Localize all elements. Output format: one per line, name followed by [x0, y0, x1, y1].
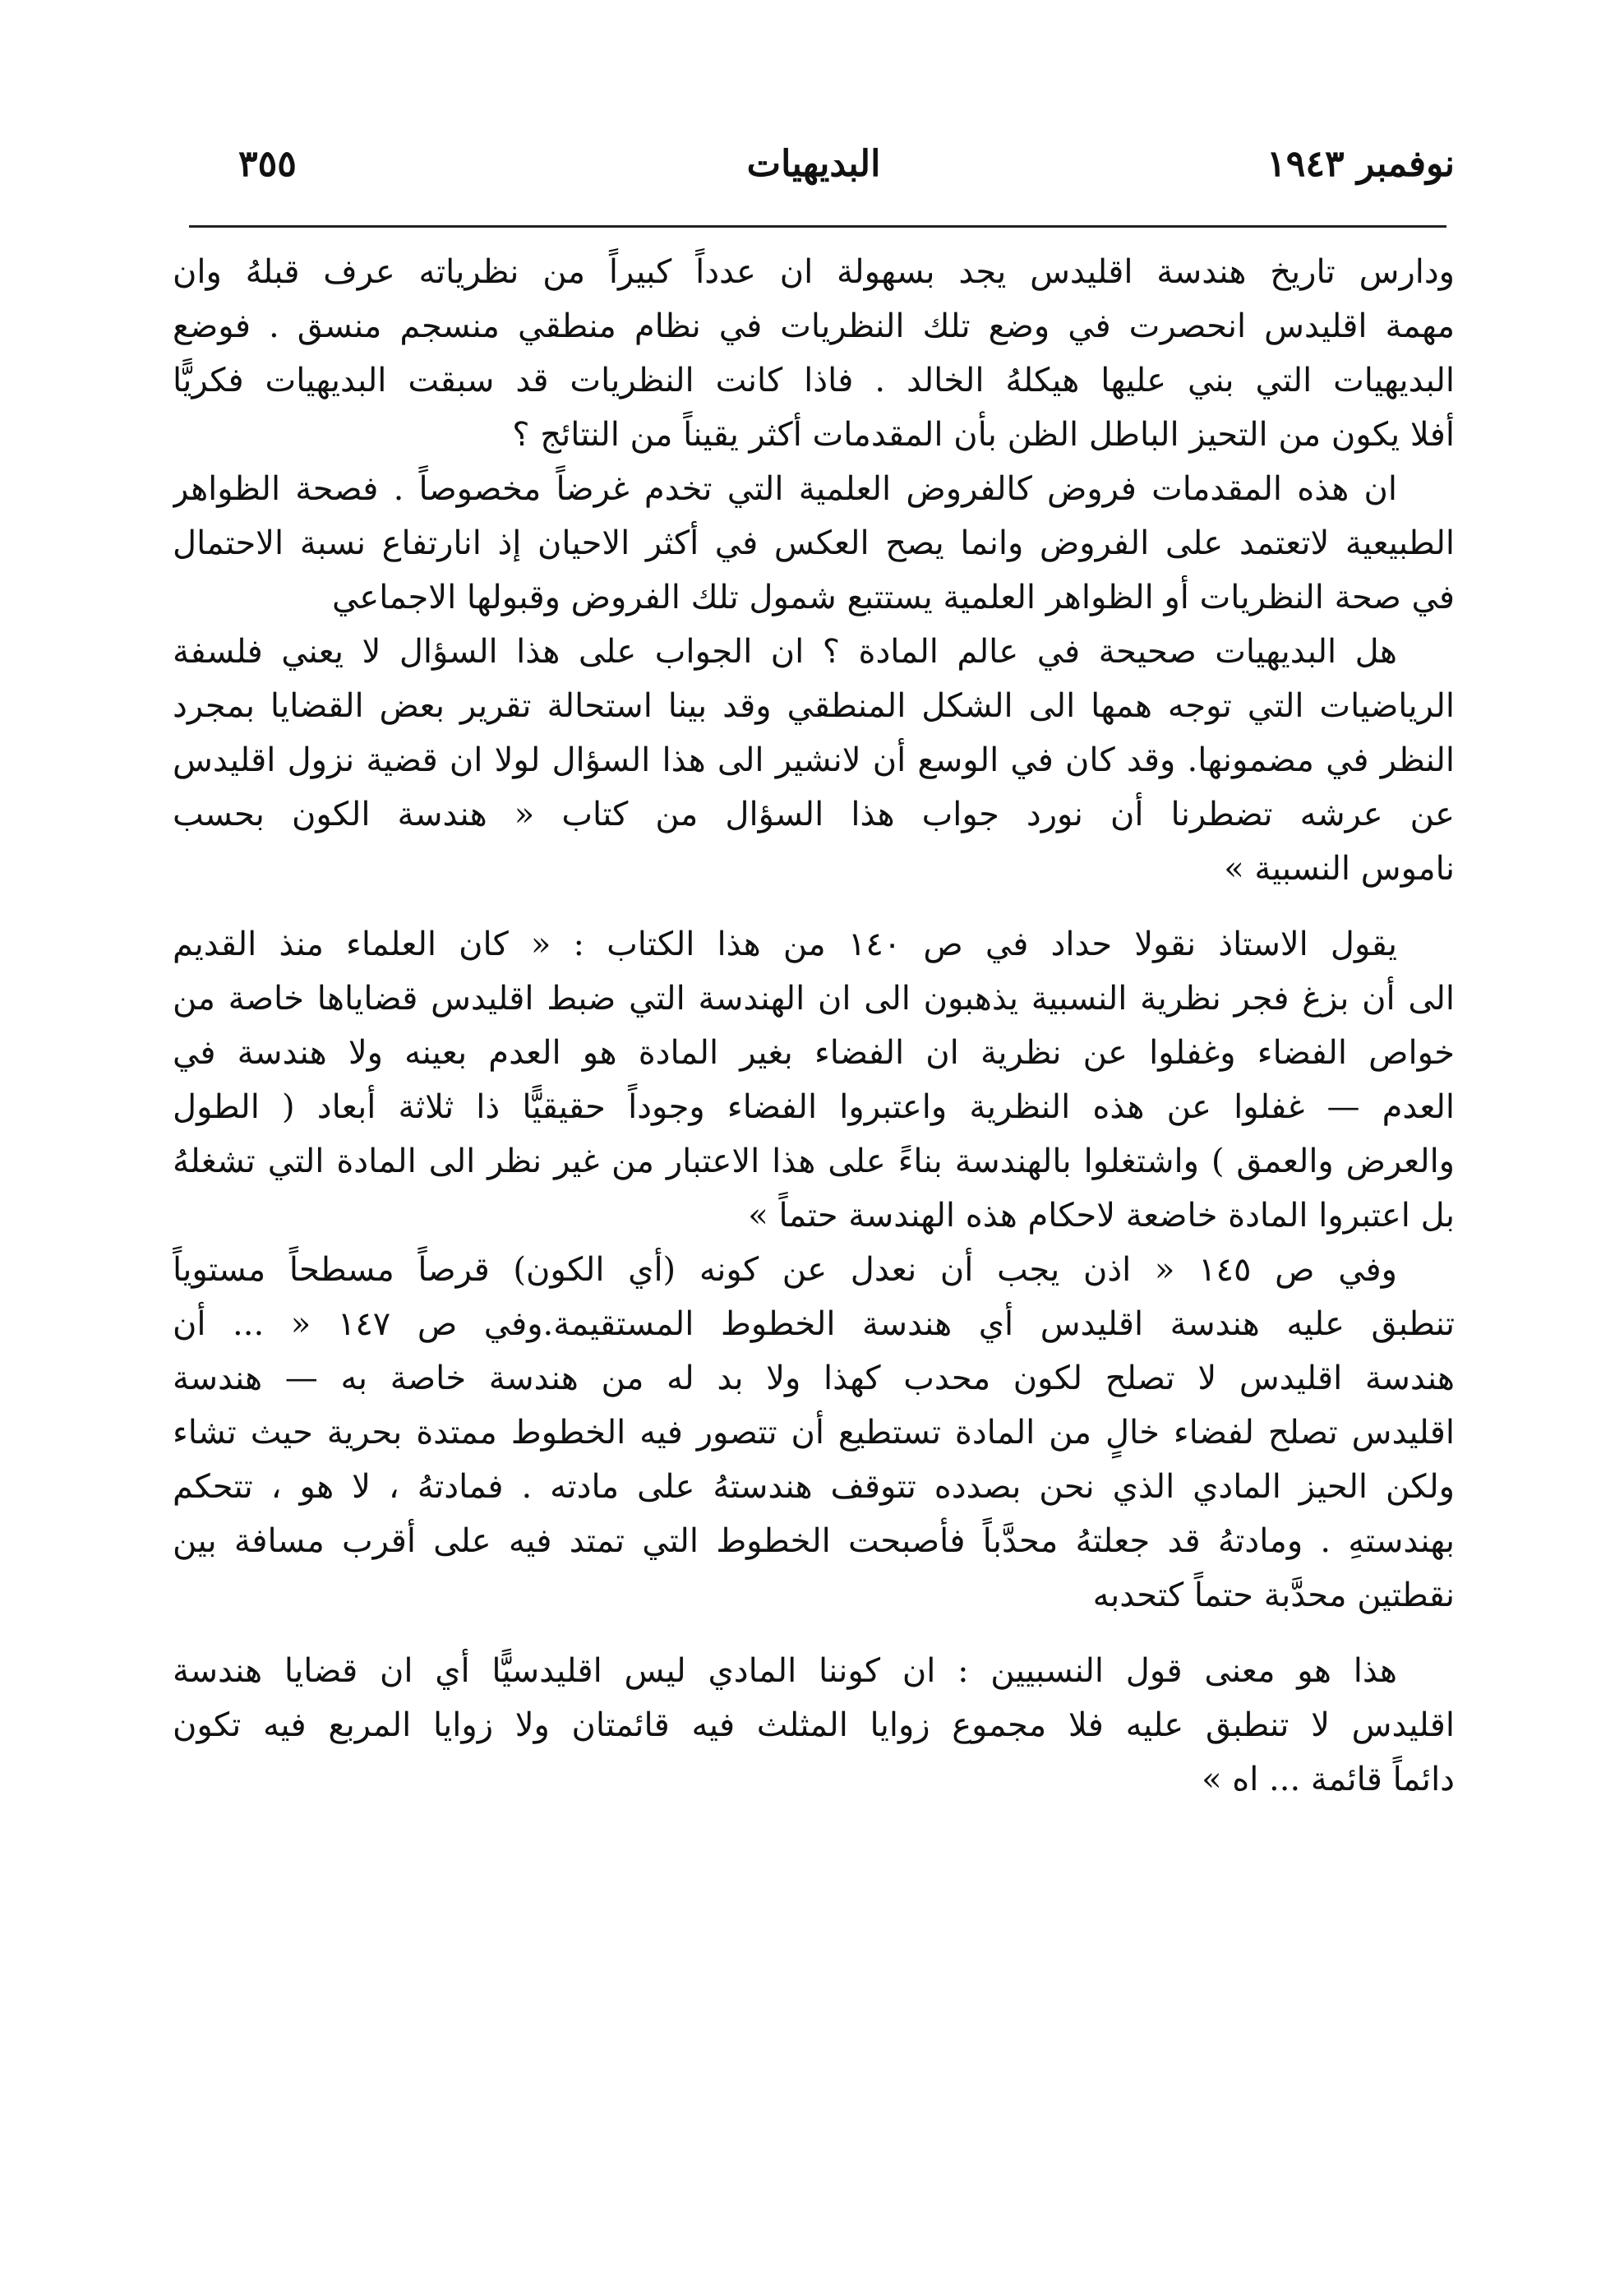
- text-line: خواص الفضاء وغفلوا عن نظرية ان الفضاء بغير المادة هو العدم بعينه ولا هندسة في: [173, 1034, 1455, 1072]
- text-line: وفي ص ١٤٥ « اذن يجب أن نعدل عن كونه (أي الكون) قرصاً مسطحاً مستوياً: [173, 1251, 1397, 1289]
- text-line: العدم — غفلوا عن هذه النظرية واعتبروا الفضاء وجوداً حقيقيًّا ذا ثلاثة أبعاد ( الطول: [173, 1088, 1455, 1126]
- text-line: اقليدس لا تنطبق عليه فلا مجموع زوايا المثلث فيه قائمتان ولا زوايا المربع فيه تكون: [173, 1706, 1455, 1744]
- text-line: دائماً قائمة ... اه »: [1202, 1761, 1455, 1798]
- paragraph: [173, 917, 1455, 1243]
- text-line: ودارس تاريخ هندسة اقليدس يجد بسهولة ان عدداً كبيراً من نظرياته عرف قبلهُ وان: [173, 253, 1455, 291]
- text-line: اقليدس تصلح لفضاء خالٍ من المادة تستطيع أن تتصور فيه الخطوط ممتدة بحرية حيث تشاء: [173, 1414, 1455, 1452]
- text-line: بهندستهِ . ومادتهُ قد جعلتهُ محدَّباً فأصبحت الخطوط التي تمتد فيه على أقرب مسافة بين: [173, 1522, 1455, 1560]
- text-line: في صحة النظريات أو الظواهر العلمية يستتبع شمول تلك الفروض وقبولها الاجماعي: [332, 579, 1455, 616]
- text-line: مهمة اقليدس انحصرت في وضع تلك النظريات في نظام منطقي منسجم منسق . فوضع: [173, 307, 1455, 345]
- text-line: تنطبق عليه هندسة اقليدس أي هندسة الخطوط المستقيمة.وفي ص ١٤٧ « ... أن: [173, 1305, 1455, 1343]
- text-line: أفلا يكون من التحيز الباطل الظن بأن المقدمات أكثر يقيناً من النتائج ؟: [512, 416, 1455, 454]
- text-line: الى أن بزغ فجر نظرية النسبية يذهبون الى ان الهندسة التي ضبط اقليدس قضاياها خاصة من: [173, 980, 1455, 1018]
- text-line: الطبيعية لاتعتمد على الفروض وانما يصح العكس في أكثر الاحيان إذ انارتفاع نسبة الاحتمال: [173, 524, 1455, 562]
- text-line: عن عرشه تضطرنا أن نورد جواب هذا السؤال من كتاب « هندسة الكون بحسب: [173, 796, 1455, 833]
- paragraph: [173, 1243, 1455, 1622]
- text-line: ان هذه المقدمات فروض كالفروض العلمية التي تخدم غرضاً مخصوصاً . فصحة الظواهر: [173, 470, 1397, 508]
- article-body: [173, 245, 1455, 1807]
- text-line: هل البديهيات صحيحة في عالم المادة ؟ ان الجواب على هذا السؤال لا يعني فلسفة: [173, 633, 1398, 671]
- text-line: ناموس النسبية »: [1224, 850, 1455, 888]
- page-number: ٣٥٥: [238, 143, 297, 185]
- text-line: البديهيات التي بني عليها هيكلهُ الخالد . فاذا كانت النظريات قد سبقت البديهيات فكريًّا: [173, 362, 1455, 399]
- text-line: الرياضيات التي توجه همها الى الشكل المنطقي وقد بينا استحالة تقرير بعض القضايا بمجرد: [173, 687, 1455, 725]
- text-line: والعرض والعمق ) واشتغلوا بالهندسة بناءً على هذا الاعتبار من غير نظر الى المادة التي تشغلهُ: [173, 1142, 1455, 1180]
- text-line: هذا هو معنى قول النسبيين : ان كوننا المادي ليس اقليدسيًّا أي ان قضايا هندسة: [173, 1652, 1397, 1690]
- paragraph: [173, 1644, 1455, 1807]
- text-line: بل اعتبروا المادة خاضعة لاحكام هذه الهندسة حتماً »: [748, 1197, 1455, 1235]
- header-rule: [189, 225, 1446, 228]
- text-line: يقول الاستاذ نقولا حداد في ص ١٤٠ من هذا الكتاب : « كان العلماء منذ القديم: [173, 925, 1397, 963]
- paragraph: [173, 625, 1455, 896]
- paragraph: [173, 462, 1455, 625]
- text-line: هندسة اقليدس لا تصلح لكون محدب كهذا ولا بد له من هندسة خاصة به — هندسة: [173, 1359, 1455, 1397]
- header-date: نوفمبر ١٩٤٣: [1266, 143, 1455, 185]
- text-line: ولكن الحيز المادي الذي نحن بصدده تتوقف هندستهُ على مادته . فمادتهُ ، لا هو ، تتحكم: [173, 1468, 1455, 1506]
- document-page: [173, 140, 1455, 2195]
- text-line: النظر في مضمونها. وقد كان في الوسع أن لانشير الى هذا السؤال لولا ان قضية نزول اقليدس: [173, 741, 1455, 779]
- running-header: [173, 140, 1455, 189]
- paragraph: [173, 245, 1455, 462]
- text-line: نقطتين محدَّبة حتماً كتحدبه: [1092, 1576, 1455, 1614]
- header-title: البديهيات: [746, 143, 881, 185]
